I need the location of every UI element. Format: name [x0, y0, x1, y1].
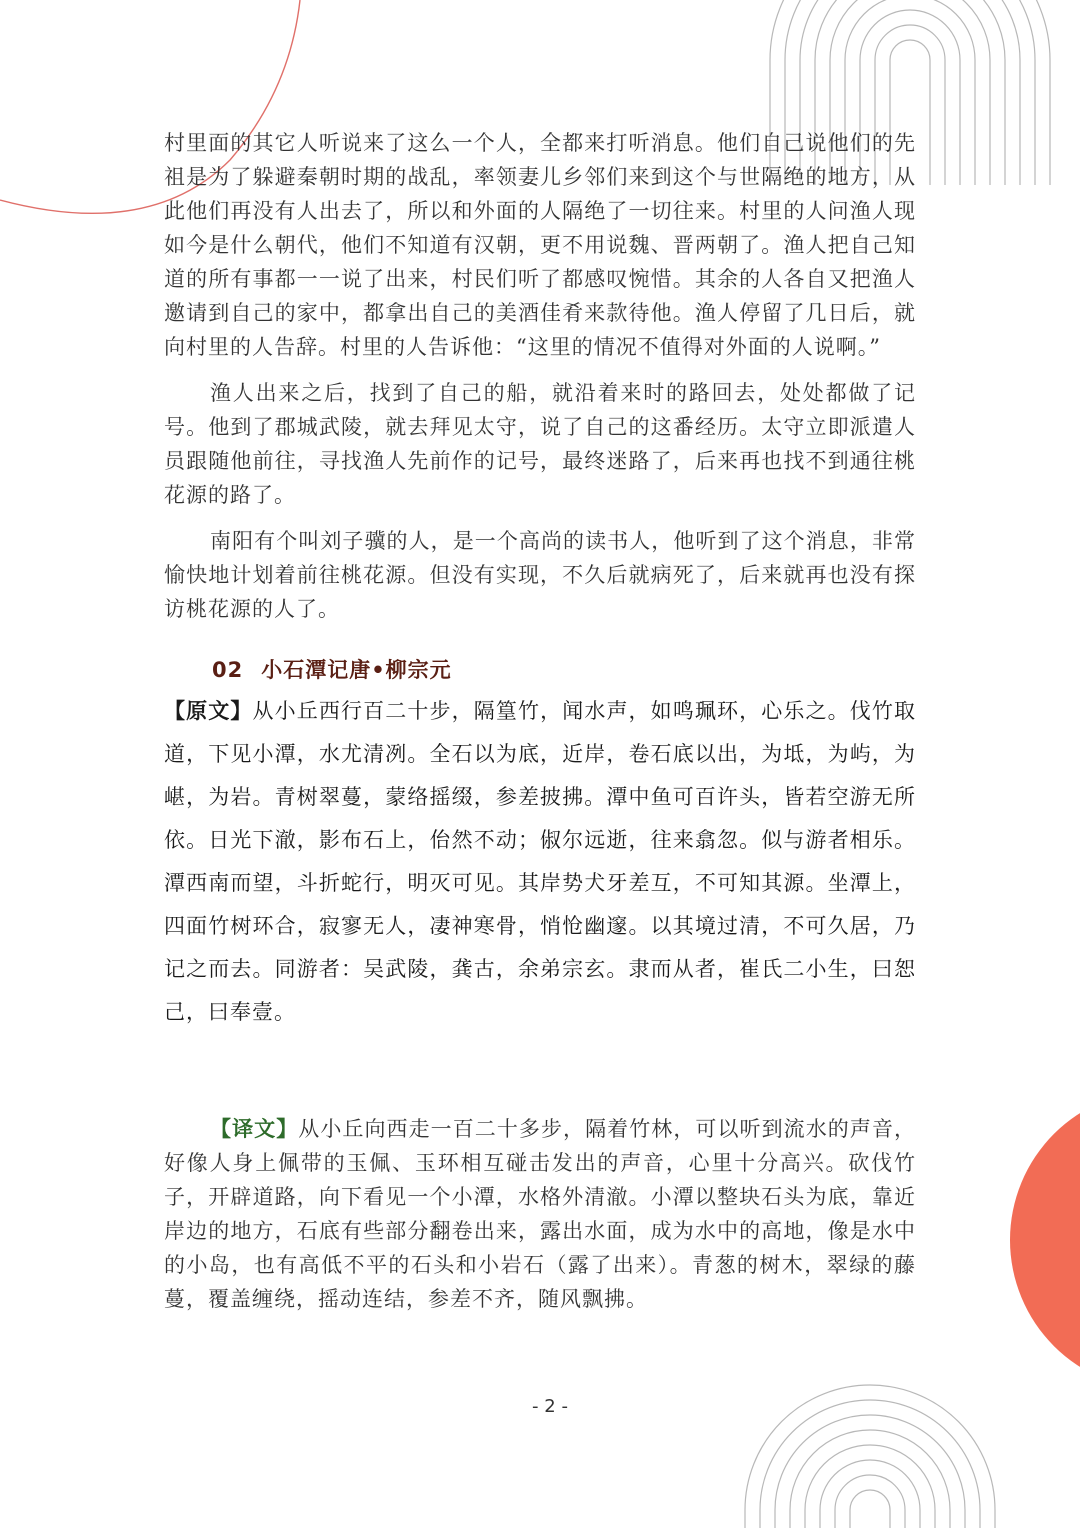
page-content: [164, 126, 916, 1316]
original-text-body: 从小丘西行百二十步，隔篁竹，闻水声，如鸣珮环，心乐之。伐竹取道，下见小潭，水尤清冽。全石以为底，近岸，卷石底以出，为坻，为屿，为嵁，为岩。青树翠蔓，蒙络摇缀，参差披拂。潭中鱼可百许头，皆若空游无所依。日光下澈，影布石上，佁然不动；俶尔远逝，往来翕忽。似与游者相乐。潭西南而望，斗折蛇行，明灭可见。其岸势犬牙差互，不可知其源。坐潭上，四面竹树环合，寂寥无人，凄神寒骨，悄怆幽邃。以其境过清，不可久居，乃记之而去。同游者：吴武陵，龚古，余弟宗玄。隶而从者，崔氏二小生，曰恕己，曰奉壹。: [164, 699, 917, 1024]
translation-tag: 【译文】: [210, 1116, 299, 1141]
paragraph-3: 南阳有个叫刘子骥的人，是一个高尚的读书人，他听到了这个消息，非常愉快地计划着前往桃花源。但没有实现，不久后就病死了，后来就再也没有探访桃花源的人了。: [164, 529, 916, 621]
right-coral-circle: [1010, 1090, 1080, 1390]
page-number: - 2 -: [532, 1396, 568, 1417]
section-title: [212, 654, 916, 684]
section-number: 02: [212, 658, 244, 682]
translation-text: [164, 1112, 916, 1316]
section-title-text: 小石潭记唐•柳宗元: [261, 658, 452, 682]
original-text: [164, 690, 916, 1034]
paragraph-1: 村里面的其它人听说来了这么一个人，全都来打听消息。他们自己说他们的先祖是为了躲避秦朝时期的战乱，率领妻儿乡邻们来到这个与世隔绝的地方，从此他们再没有人出去了，所以和外面的人隔绝了一切往来。村里的人问渔人现如今是什么朝代，他们不知道有汉朝，更不用说魏、晋两朝了。渔人把自己知道的所有事都一一说了出来，村民们听了都感叹惋惜。其余的人各自又把渔人邀请到自己的家中，都拿出自己的美酒佳肴来款待他。渔人停留了几日后，就向村里的人告辞。村里的人告诉他：“这里的情况不值得对外面的人说啊。”: [164, 131, 916, 359]
translation-body: 从小丘向西走一百二十多步，隔着竹林，可以听到流水的声音，好像人身上佩带的玉佩、玉环相互碰击发出的声音，心里十分高兴。砍伐竹子，开辟道路，向下看见一个小潭，水格外清澈。小潭以整块石头为底，靠近岸边的地方，石底有些部分翻卷出来，露出水面，成为水中的高地，像是水中的小岛，也有高低不平的石头和小岩石（露了出来）。青葱的树木，翠绿的藤蔓，覆盖缠绕，摇动连结，参差不齐，随风飘拂。: [164, 1117, 917, 1311]
paragraph-2: 渔人出来之后，找到了自己的船，就沿着来时的路回去，处处都做了记号。他到了郡城武陵，就去拜见太守，说了自己的这番经历。太守立即派遣人员跟随他前往，寻找渔人先前作的记号，最终迷路了，后来再也找不到通往桃花源的路了。: [164, 381, 916, 507]
original-text-tag: 【原文】: [164, 699, 253, 723]
